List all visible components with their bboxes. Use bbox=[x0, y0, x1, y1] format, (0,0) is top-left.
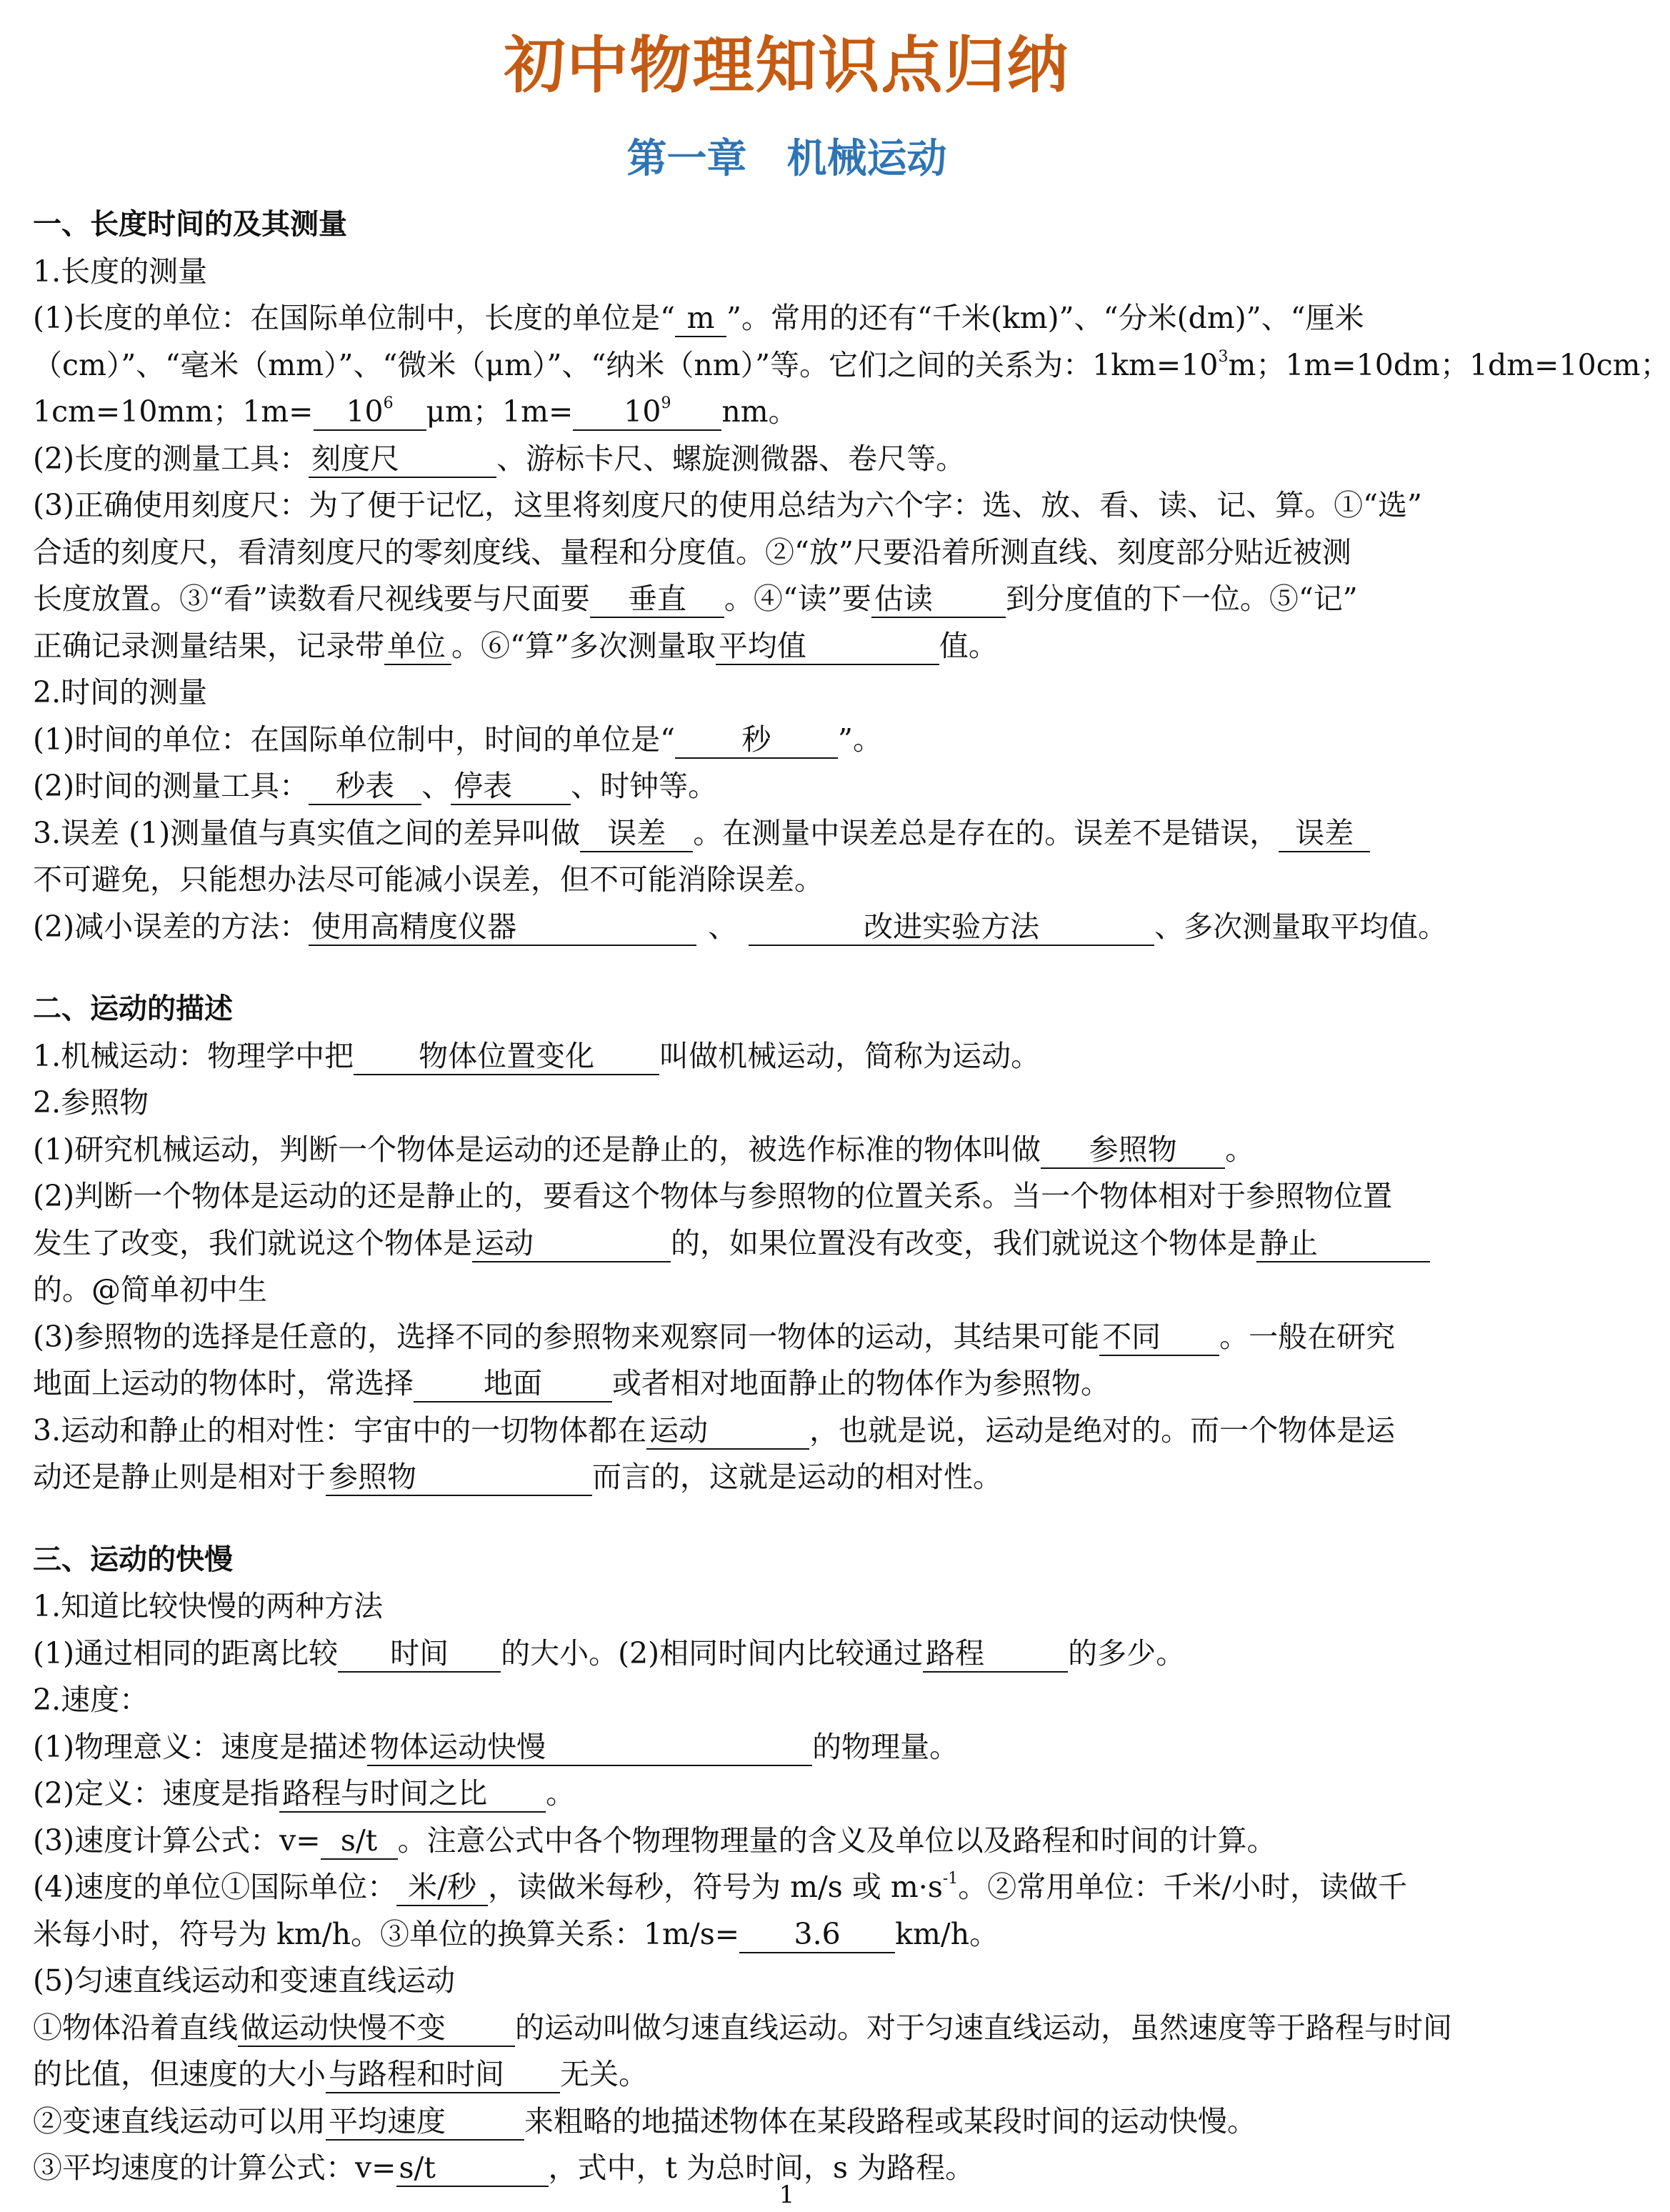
paragraph-line: (2)减小误差的方法：使用高精度仪器 、 改进实验方法 、多次测量取平均值。 bbox=[33, 904, 1540, 951]
paragraph-line: ③平均速度的计算公式：v=s/t ，式中，t 为总时间，s 为路程。 bbox=[33, 2145, 1540, 2192]
subheading-length-measurement: 1.长度的测量 bbox=[33, 254, 208, 289]
fill-blank: 路程与时间之比 bbox=[279, 1775, 546, 1813]
fill-blank: 刻度尺 bbox=[309, 441, 496, 478]
paragraph-line: (2)长度的测量工具：刻度尺 、游标卡尺、螺旋测微器、卷尺等。 bbox=[33, 436, 1540, 483]
paragraph-line: 正确记录测量结果，记录带单位 。⑥“算”多次测量取平均值 值。 bbox=[33, 623, 1540, 670]
fill-blank: 单位 bbox=[384, 628, 451, 665]
paragraph-line: (1)时间的单位：在国际单位制中，时间的单位是“ 秒 ”。 bbox=[33, 717, 1540, 764]
fill-blank: 不同 bbox=[1099, 1319, 1219, 1356]
fill-blank: 做运动快慢不变 bbox=[238, 2010, 515, 2047]
paragraph-line: (1)研究机械运动，判断一个物体是运动的还是静止的，被选作标准的物体叫做 参照物 。 bbox=[33, 1127, 1540, 1174]
fill-blank: 运动 bbox=[472, 1225, 671, 1262]
fill-blank: 平均值 bbox=[716, 628, 939, 665]
superscript: -1 bbox=[942, 1870, 959, 1888]
fill-blank: 物体运动快慢 bbox=[367, 1729, 812, 1766]
fill-blank: 运动 bbox=[646, 1413, 809, 1450]
fill-blank: s/t bbox=[396, 2150, 549, 2187]
section-heading-3: 三、运动的快慢 bbox=[33, 1543, 233, 1576]
paragraph-line: (5)匀速直线运动和变速直线运动 bbox=[33, 1963, 456, 1998]
section-heading-1: 一、长度时间的及其测量 bbox=[33, 208, 347, 241]
paragraph-line: 地面上运动的物体时，常选择 地面 或者相对地面静止的物体作为参照物。 bbox=[33, 1360, 1540, 1408]
fill-blank: 估读 bbox=[871, 581, 1006, 618]
subheading-reference-object: 2.参照物 bbox=[33, 1085, 149, 1120]
fill-blank: 误差 bbox=[1279, 815, 1370, 852]
page-number: 1 bbox=[779, 2181, 795, 2209]
paragraph-line: 1cm=10mm；$1m= 10^6$ μm；$1m= 10^9$ nm。 bbox=[33, 389, 1540, 436]
fill-blank: 与路程和时间 bbox=[326, 2056, 560, 2093]
fill-blank: 参照物 bbox=[1041, 1132, 1225, 1169]
paragraph-line: 3.运动和静止的相对性：宇宙中的一切物体都在运动 ，也就是说，运动是绝对的。而一个物体是运 bbox=[33, 1408, 1540, 1455]
paragraph-line: 的比值，但速度的大小与路程和时间 无关。 bbox=[33, 2051, 1540, 2098]
paragraph-line: 动还是静止则是相对于参照物 而言的，这就是运动的相对性。 bbox=[33, 1454, 1540, 1501]
paragraph-line: 1.知道比较快慢的两种方法 bbox=[33, 1589, 384, 1623]
section-heading-2: 二、运动的描述 bbox=[33, 992, 233, 1025]
fill-blank: 秒表 bbox=[309, 768, 421, 805]
paragraph-line: （cm）”、“毫米（mm）”、“微米（μm）”、“纳米（nm）”等。它们之间的关系为：$1km=10^3m$；1m=10dm；1dm=10cm； bbox=[33, 347, 1670, 382]
paragraph-line: ①物体沿着直线做运动快慢不变 的运动叫做匀速直线运动。对于匀速直线运动，虽然速度等于路程与时间 bbox=[33, 2005, 1540, 2052]
document-title: 初中物理知识点归纳 bbox=[504, 29, 1070, 101]
fill-blank: 物体位置变化 bbox=[354, 1038, 659, 1075]
paragraph-line: (1)通过相同的距离比较 时间 的大小。(2)相同时间内比较通过路程 的多少。 bbox=[33, 1630, 1540, 1678]
paragraph-line: (2)定义：速度是指路程与时间之比 。 bbox=[33, 1770, 1540, 1818]
paragraph-line: 1.机械运动：物理学中把 物体位置变化 叫做机械运动，简称为运动。 bbox=[33, 1033, 1540, 1080]
fill-blank: 路程 bbox=[923, 1635, 1068, 1673]
fill-blank: 3.6 bbox=[739, 1916, 895, 1953]
fill-blank: 改进实验方法 bbox=[749, 909, 1154, 946]
paragraph-line: 3.误差 (1)测量值与真实值之间的差异叫做 误差 。在测量中误差总是存在的。误差不是错误， 误差 bbox=[33, 810, 1540, 857]
section-gap bbox=[33, 1501, 1540, 1537]
fill-blank: 停表 bbox=[451, 768, 571, 805]
fill-blank: 秒 bbox=[675, 722, 838, 759]
fill-blank: $10^6$ bbox=[314, 394, 426, 431]
subheading-time-measurement: 2.时间的测量 bbox=[33, 675, 208, 709]
paragraph-line: (2)时间的测量工具： 秒表 、停表 、时钟等。 bbox=[33, 763, 1540, 810]
paragraph-line: (4)速度的单位①国际单位： 米/秒 ，读做米每秒，符号为 m/s 或 $m\cdot s^{-1}$。②常用单位：千米/小时，读做千 bbox=[33, 1864, 1540, 1911]
superscript: 3 bbox=[1218, 347, 1229, 366]
paragraph-line: 合适的刻度尺，看清刻度尺的零刻度线、量程和分度值。②“放”尺要沿着所测直线、刻度部分贴近被测 bbox=[33, 534, 1351, 569]
paragraph-line: (3)参照物的选择是任意的，选择不同的参照物来观察同一物体的运动，其结果可能不同 。一般在研究 bbox=[33, 1314, 1540, 1361]
paragraph-line: (3)速度计算公式：v= s/t 。注意公式中各个物理物理量的含义及单位以及路程和时间的计算。 bbox=[33, 1818, 1540, 1865]
paragraph-line: 的。@简单初中生 bbox=[33, 1272, 267, 1307]
fill-blank: 地面 bbox=[414, 1365, 612, 1403]
subheading-speed: 2.速度： bbox=[33, 1683, 149, 1717]
paragraph-line: 发生了改变，我们就说这个物体是运动 的，如果位置没有改变，我们就说这个物体是静止 bbox=[33, 1220, 1540, 1267]
paragraph-line: (3)正确使用刻度尺：为了便于记忆，这里将刻度尺的使用总结为六个字：选、放、看、读、记、算。①“选” bbox=[33, 488, 1422, 522]
fill-blank: 垂直 bbox=[590, 581, 724, 618]
fill-blank: 使用高精度仪器 bbox=[309, 909, 696, 946]
paragraph-line: (1)物理意义：速度是描述物体运动快慢 的物理量。 bbox=[33, 1724, 1540, 1771]
fill-blank: 时间 bbox=[338, 1635, 501, 1673]
paragraph-line: 不可避免，只能想办法尽可能减小误差，但不可能消除误差。 bbox=[33, 862, 824, 897]
fill-blank: 平均速度 bbox=[326, 2103, 524, 2141]
section-gap bbox=[33, 950, 1540, 986]
chapter-title: 第一章 机械运动 bbox=[626, 135, 947, 182]
fill-blank: $10^9$ bbox=[573, 394, 721, 431]
paragraph-line: (1)长度的单位：在国际单位制中，长度的单位是“ m ”。常用的还有“千米(km)”、“分米(dm)”、“厘米 bbox=[33, 295, 1540, 342]
paragraph-line: (2)判断一个物体是运动的还是静止的，要看这个物体与参照物的位置关系。当一个物体相对于参照物位置 bbox=[33, 1179, 1393, 1213]
paragraph-line: ②变速直线运动可以用平均速度 来粗略的地描述物体在某段路程或某段时间的运动快慢。 bbox=[33, 2098, 1540, 2146]
fill-blank: 米/秒 bbox=[396, 1869, 488, 1906]
paragraph-line: 长度放置。③“看”读数看尺视线要与尺面要 垂直 。④“读”要估读 到分度值的下一位。⑤“记” bbox=[33, 576, 1540, 623]
fill-blank: 参照物 bbox=[326, 1459, 592, 1496]
document-body bbox=[33, 201, 1670, 2192]
fill-blank: m bbox=[675, 300, 726, 337]
fill-blank: 静止 bbox=[1256, 1225, 1430, 1262]
fill-blank: s/t bbox=[321, 1823, 398, 1860]
fill-blank: 误差 bbox=[580, 815, 693, 852]
paragraph-line: 米每小时，符号为 km/h。③单位的换算关系：1m/s= 3.6 km/h。 bbox=[33, 1911, 1540, 1958]
